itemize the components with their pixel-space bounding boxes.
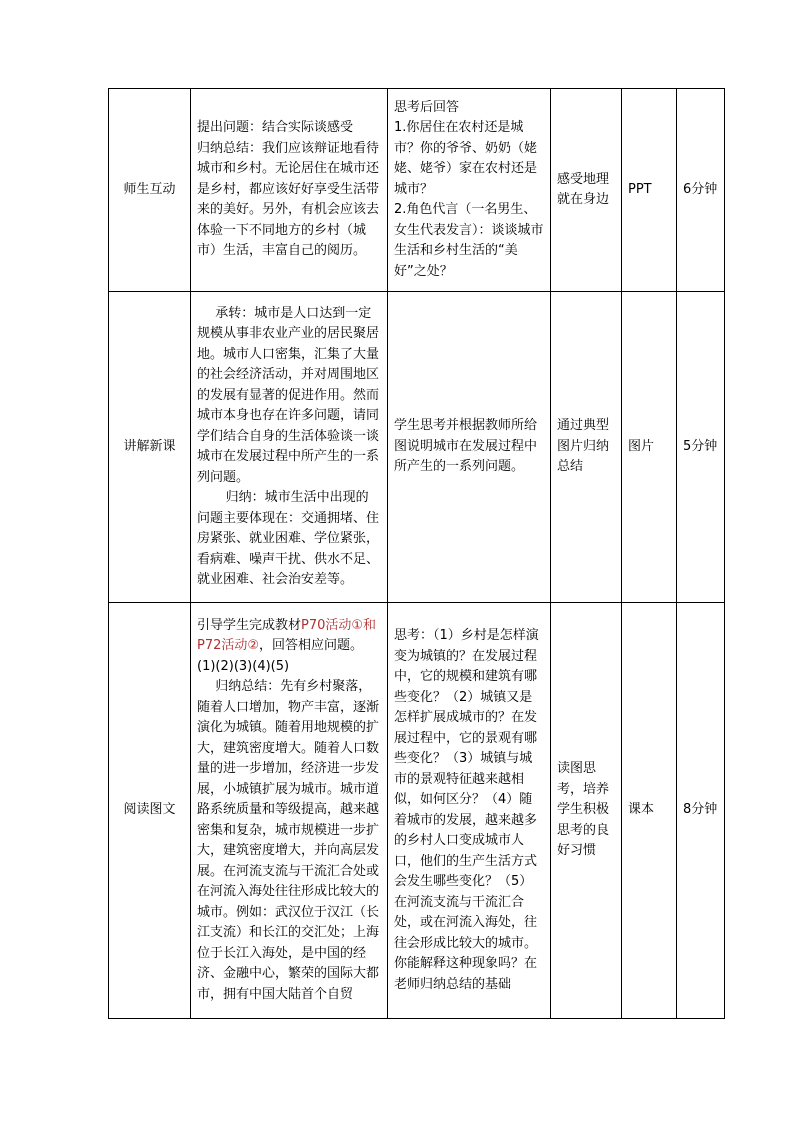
stage-cell: 阅读图文 xyxy=(109,603,191,1019)
time-cell: 8分钟 xyxy=(677,603,725,1019)
table-row xyxy=(109,603,725,1019)
table-row xyxy=(109,292,725,603)
teacher-text: 归纳：城市生活中出现的问题主要体现在：交通拥堵、住房紧张、就业困难、学位紧张，看病难、噪声干扰、供水不足、就业困难、社会治安差等。 xyxy=(197,490,380,587)
teacher-activity-cell xyxy=(191,292,388,603)
lesson-plan-table xyxy=(108,88,725,1019)
student-text: 2.角色代言（一名男生、女生代表发言）：谈谈城市生活和乡村生活的“美好”之处？ xyxy=(394,202,544,279)
table-row xyxy=(109,89,725,292)
media-cell: 课本 xyxy=(622,603,677,1019)
teacher-activity-cell xyxy=(191,89,388,292)
stage-cell: 师生互动 xyxy=(109,89,191,292)
media-cell: PPT xyxy=(622,89,677,292)
teacher-text: 提出问题：结合实际谈感受 xyxy=(197,120,354,136)
student-text: 思考后回答 xyxy=(394,99,460,115)
student-text: 思考：（1）乡村是怎样演变为城镇的？在发展过程中，它的规模和建筑有哪些变化？（2）城镇又是怎样扩展成城市的？在发展过程中，它的景观有哪些变化？（3）城镇与城市的景观特征越来越相似，如何区分？（4）随着城市的发展，越来越多的乡村人口变成城市人口，他们的生产生活方式会发生哪些变化？（5）在河流支流与干流汇合处，或在河流入海处，往往会形成比较大的城市。你能解释这种现象吗？在老师归纳总结的基础 xyxy=(394,628,539,992)
student-activity-cell xyxy=(388,89,551,292)
student-activity-cell: 学生思考并根据教师所给图说明城市在发展过程中所产生的一系列问题。 xyxy=(388,292,551,603)
teacher-text-part: 引导学生完成教材 xyxy=(197,617,302,633)
stage-cell: 讲解新课 xyxy=(109,292,191,603)
teacher-text-part: ，回答相应问题。(1)(2)(3)(4)(5) xyxy=(197,638,364,674)
time-cell: 6分钟 xyxy=(677,89,725,292)
teacher-activity-cell xyxy=(191,603,388,1019)
student-activity-cell xyxy=(388,603,551,1019)
textbook-activity-ref: P70活动①和P72活动② xyxy=(197,617,377,654)
teacher-text: 承转：城市是人口达到一定规模从事非农业产业的居民聚居地。城市人口密集，汇集了大量的社会经济活动，并对周围地区的发展有显著的促进作用。然而城市本身也存在许多问题，请同学们结合自身的生活体验谈一谈城市在发展过程中所产生的一系列问题。 xyxy=(197,305,380,485)
intent-cell: 通过典型图片归纳总结 xyxy=(551,292,622,603)
intent-cell: 感受地理就在身边 xyxy=(551,89,622,292)
media-cell: 图片 xyxy=(622,292,677,603)
teacher-text: 归纳总结：先有乡村聚落，随着人口增加，物产丰富，逐渐演化为城镇。随着用地规模的扩大，建筑密度增大。随着人口数量的进一步增加，经济进一步发展，小城镇扩展为城市。城市道路系统质量和等级提高，越来越密集和复杂，城市规模进一步扩大，建筑密度增大，并向高层发展。在河流支流与干流汇合处或在河流入海处往往形成比较大的城市。例如：武汉位于汉江（长江支流）和长江的交汇处；上海位于长江入海处，是中国的经济、金融中心，繁荣的国际大都市，拥有中国大陆首个自贸 xyxy=(197,679,380,1002)
student-text: 1.你居住在农村还是城市？你的爷爷、奶奶（姥姥、姥爷）家在农村还是城市？ xyxy=(394,120,538,197)
intent-cell: 读图思考，培养学生积极思考的良好习惯 xyxy=(551,603,622,1019)
teacher-text: 归纳总结：我们应该辩证地看待城市和乡村。无论居住在城市还是乡村，都应该好好享受生活带来的美好。另外，有机会应该去体验一下不同地方的乡村（城市）生活，丰富自己的阅历。 xyxy=(197,140,380,259)
teacher-text xyxy=(197,616,381,678)
time-cell: 5分钟 xyxy=(677,292,725,603)
